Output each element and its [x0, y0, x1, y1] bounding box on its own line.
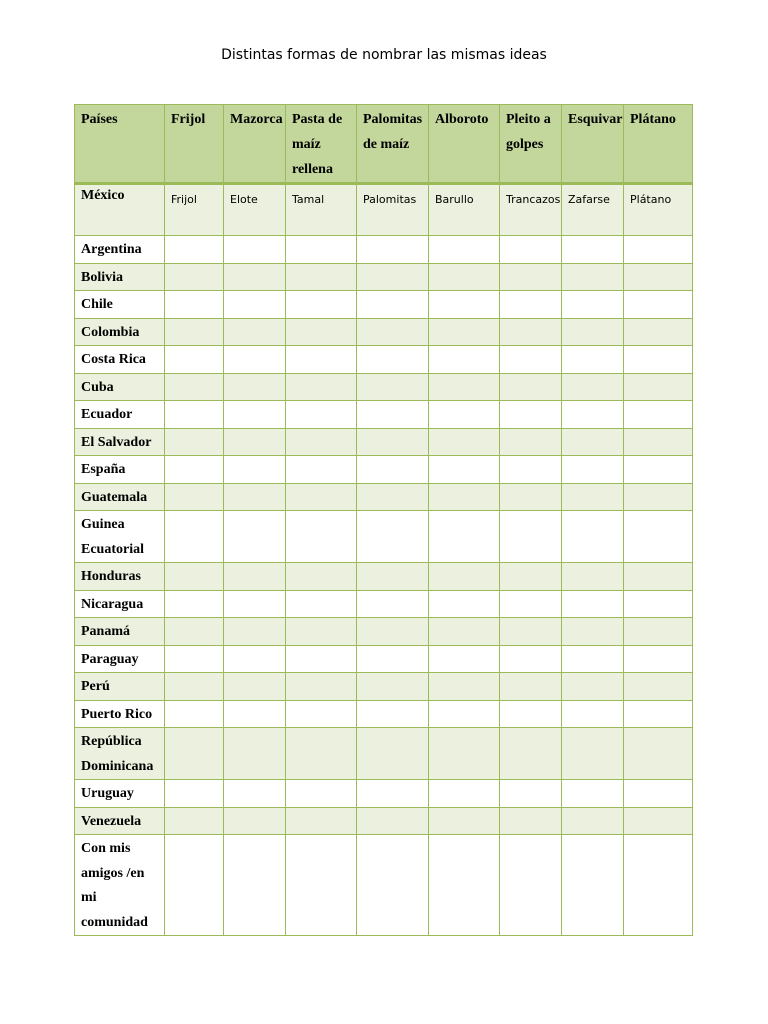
answer-cell[interactable]	[429, 318, 500, 346]
answer-cell[interactable]	[500, 318, 562, 346]
answer-cell[interactable]	[624, 236, 693, 264]
country-cell: Chile	[75, 291, 165, 319]
answer-cell[interactable]	[286, 618, 357, 646]
answer-cell[interactable]	[429, 780, 500, 808]
answer-cell[interactable]	[286, 236, 357, 264]
country-cell: Colombia	[75, 318, 165, 346]
answer-cell[interactable]	[562, 373, 624, 401]
answer-cell: Trancazos	[500, 184, 562, 236]
country-cell: Costa Rica	[75, 346, 165, 374]
answer-cell[interactable]	[624, 807, 693, 835]
answer-cell[interactable]	[624, 645, 693, 673]
answer-cell[interactable]	[224, 401, 286, 429]
answer-cell[interactable]	[224, 456, 286, 484]
answer-cell[interactable]	[357, 728, 429, 780]
answer-cell[interactable]	[562, 401, 624, 429]
answer-cell[interactable]	[624, 401, 693, 429]
answer-cell[interactable]	[429, 618, 500, 646]
answer-cell[interactable]	[562, 263, 624, 291]
answer-cell[interactable]	[224, 728, 286, 780]
answer-cell: Barullo	[429, 184, 500, 236]
table-row	[75, 590, 693, 618]
answer-cell[interactable]	[165, 318, 224, 346]
country-cell: Paraguay	[75, 645, 165, 673]
country-cell: Puerto Rico	[75, 700, 165, 728]
answer-cell: Plátano	[624, 184, 693, 236]
answer-cell[interactable]	[500, 563, 562, 591]
table-row	[75, 645, 693, 673]
header-cell-paises: Países	[75, 105, 165, 184]
answer-cell[interactable]	[624, 835, 693, 936]
answer-cell[interactable]	[500, 291, 562, 319]
answer-cell[interactable]	[224, 590, 286, 618]
country-cell: España	[75, 456, 165, 484]
table-row	[75, 728, 693, 780]
answer-cell[interactable]	[429, 511, 500, 563]
table-row	[75, 263, 693, 291]
answer-cell[interactable]	[165, 700, 224, 728]
answer-cell[interactable]	[562, 780, 624, 808]
table-row	[75, 618, 693, 646]
country-cell: Guatemala	[75, 483, 165, 511]
country-cell: Honduras	[75, 563, 165, 591]
answer-cell[interactable]	[165, 456, 224, 484]
answer-cell[interactable]	[224, 807, 286, 835]
answer-cell[interactable]	[224, 780, 286, 808]
answer-cell[interactable]	[165, 263, 224, 291]
answer-cell[interactable]	[562, 511, 624, 563]
answer-cell[interactable]	[429, 346, 500, 374]
answer-cell[interactable]	[500, 835, 562, 936]
answer-cell: Frijol	[165, 184, 224, 236]
answer-cell[interactable]	[357, 590, 429, 618]
answer-cell[interactable]	[429, 483, 500, 511]
answer-cell[interactable]	[562, 807, 624, 835]
answer-cell[interactable]	[500, 618, 562, 646]
answer-cell[interactable]	[357, 401, 429, 429]
answer-cell[interactable]	[429, 456, 500, 484]
header-cell-palomitas: Palomitas de maíz	[357, 105, 429, 184]
answer-cell[interactable]	[286, 590, 357, 618]
answer-cell[interactable]	[165, 236, 224, 264]
country-cell: Con mis amigos /en mi comunidad	[75, 835, 165, 936]
table-row	[75, 807, 693, 835]
table-row	[75, 373, 693, 401]
country-cell: Cuba	[75, 373, 165, 401]
answer-cell[interactable]	[562, 645, 624, 673]
answer-cell[interactable]	[224, 618, 286, 646]
country-cell: Guinea Ecuatorial	[75, 511, 165, 563]
table-row	[75, 318, 693, 346]
answer-cell[interactable]	[429, 291, 500, 319]
header-cell-pleito: Pleito a golpes	[500, 105, 562, 184]
answer-cell[interactable]	[224, 428, 286, 456]
answer-cell[interactable]	[562, 428, 624, 456]
table-row	[75, 401, 693, 429]
answer-cell[interactable]	[165, 807, 224, 835]
table-row	[75, 700, 693, 728]
answer-cell[interactable]	[429, 673, 500, 701]
answer-cell[interactable]	[624, 483, 693, 511]
answer-cell[interactable]	[429, 428, 500, 456]
answer-cell: Palomitas	[357, 184, 429, 236]
answer-cell[interactable]	[429, 807, 500, 835]
answer-cell[interactable]	[500, 401, 562, 429]
answer-cell[interactable]	[624, 511, 693, 563]
table-row	[75, 780, 693, 808]
answer-cell[interactable]	[224, 346, 286, 374]
answer-cell[interactable]	[624, 728, 693, 780]
answer-cell[interactable]	[357, 511, 429, 563]
answer-cell[interactable]	[500, 373, 562, 401]
answer-cell[interactable]	[357, 645, 429, 673]
answer-cell[interactable]	[500, 728, 562, 780]
answer-cell[interactable]	[562, 346, 624, 374]
answer-cell[interactable]	[500, 483, 562, 511]
answer-cell[interactable]	[286, 673, 357, 701]
answer-cell[interactable]	[224, 673, 286, 701]
answer-cell[interactable]	[562, 835, 624, 936]
header-cell-frijol: Frijol	[165, 105, 224, 184]
answer-cell[interactable]	[286, 728, 357, 780]
country-cell: Ecuador	[75, 401, 165, 429]
answer-cell[interactable]	[429, 590, 500, 618]
country-cell: Panamá	[75, 618, 165, 646]
answer-cell[interactable]	[500, 700, 562, 728]
answer-cell[interactable]	[357, 318, 429, 346]
answer-cell[interactable]	[286, 428, 357, 456]
answer-cell[interactable]	[224, 236, 286, 264]
answer-cell[interactable]	[286, 807, 357, 835]
answer-cell[interactable]	[562, 673, 624, 701]
answer-cell[interactable]	[286, 483, 357, 511]
answer-cell[interactable]	[224, 645, 286, 673]
answer-cell[interactable]	[165, 563, 224, 591]
answer-cell[interactable]	[165, 291, 224, 319]
answer-cell[interactable]	[224, 563, 286, 591]
answer-cell[interactable]	[165, 835, 224, 936]
answer-cell[interactable]	[624, 673, 693, 701]
header-cell-platano: Plátano	[624, 105, 693, 184]
answer-cell[interactable]	[500, 263, 562, 291]
answer-cell[interactable]	[286, 780, 357, 808]
answer-cell[interactable]	[165, 645, 224, 673]
answer-cell[interactable]	[357, 618, 429, 646]
answer-cell[interactable]	[357, 236, 429, 264]
answer-cell: Tamal	[286, 184, 357, 236]
answer-cell[interactable]	[500, 645, 562, 673]
answer-cell[interactable]	[224, 291, 286, 319]
answer-cell[interactable]	[357, 835, 429, 936]
answer-cell[interactable]	[429, 728, 500, 780]
table-row	[75, 346, 693, 374]
table-row	[75, 483, 693, 511]
answer-cell[interactable]	[357, 456, 429, 484]
answer-cell[interactable]	[429, 700, 500, 728]
answer-cell[interactable]	[224, 263, 286, 291]
answer-cell[interactable]	[562, 236, 624, 264]
answer-cell[interactable]	[624, 428, 693, 456]
answer-cell[interactable]	[224, 373, 286, 401]
answer-cell[interactable]	[165, 780, 224, 808]
table-row-mexico	[75, 184, 693, 236]
country-cell: Bolivia	[75, 263, 165, 291]
answer-cell[interactable]	[624, 263, 693, 291]
answer-cell[interactable]	[165, 511, 224, 563]
table-row	[75, 511, 693, 563]
answer-cell[interactable]	[429, 563, 500, 591]
table-row	[75, 835, 693, 936]
answer-cell[interactable]	[286, 373, 357, 401]
answer-cell[interactable]	[429, 263, 500, 291]
answer-cell[interactable]	[286, 456, 357, 484]
answer-cell[interactable]	[500, 511, 562, 563]
answer-cell[interactable]	[224, 700, 286, 728]
answer-cell[interactable]	[165, 618, 224, 646]
answer-cell[interactable]	[357, 807, 429, 835]
answer-cell[interactable]	[500, 590, 562, 618]
answer-cell[interactable]	[624, 700, 693, 728]
header-cell-pasta-de-maiz: Pasta de maíz rellena	[286, 105, 357, 184]
answer-cell[interactable]	[357, 700, 429, 728]
answer-cell[interactable]	[500, 428, 562, 456]
answer-cell[interactable]	[624, 618, 693, 646]
vocabulary-table	[74, 104, 693, 936]
answer-cell[interactable]	[357, 563, 429, 591]
answer-cell[interactable]	[357, 780, 429, 808]
table-row	[75, 236, 693, 264]
answer-cell[interactable]	[429, 236, 500, 264]
answer-cell[interactable]	[286, 263, 357, 291]
header-cell-esquivar: Esquivar	[562, 105, 624, 184]
country-cell: Argentina	[75, 236, 165, 264]
answer-cell[interactable]	[224, 483, 286, 511]
answer-cell: Elote	[224, 184, 286, 236]
answer-cell[interactable]	[624, 563, 693, 591]
answer-cell[interactable]	[500, 236, 562, 264]
answer-cell[interactable]	[165, 483, 224, 511]
answer-cell[interactable]	[224, 318, 286, 346]
answer-cell[interactable]	[500, 780, 562, 808]
answer-cell[interactable]	[165, 373, 224, 401]
answer-cell[interactable]	[286, 700, 357, 728]
answer-cell[interactable]	[357, 291, 429, 319]
answer-cell[interactable]	[562, 483, 624, 511]
answer-cell[interactable]	[624, 318, 693, 346]
answer-cell[interactable]	[286, 401, 357, 429]
answer-cell[interactable]	[357, 673, 429, 701]
answer-cell[interactable]	[624, 780, 693, 808]
country-cell: México	[75, 184, 165, 236]
answer-cell[interactable]	[624, 373, 693, 401]
answer-cell[interactable]	[500, 346, 562, 374]
answer-cell[interactable]	[286, 511, 357, 563]
table-row	[75, 428, 693, 456]
country-cell: Uruguay	[75, 780, 165, 808]
answer-cell[interactable]	[562, 456, 624, 484]
answer-cell[interactable]	[562, 618, 624, 646]
answer-cell[interactable]	[624, 456, 693, 484]
answer-cell[interactable]	[286, 291, 357, 319]
answer-cell[interactable]	[357, 346, 429, 374]
answer-cell[interactable]	[357, 483, 429, 511]
answer-cell[interactable]	[500, 807, 562, 835]
answer-cell[interactable]	[429, 373, 500, 401]
answer-cell[interactable]	[500, 456, 562, 484]
country-cell: Nicaragua	[75, 590, 165, 618]
country-cell: El Salvador	[75, 428, 165, 456]
answer-cell[interactable]	[286, 346, 357, 374]
table-row	[75, 673, 693, 701]
answer-cell[interactable]	[500, 673, 562, 701]
country-cell: Venezuela	[75, 807, 165, 835]
country-cell: República Dominicana	[75, 728, 165, 780]
answer-cell[interactable]	[429, 401, 500, 429]
answer-cell[interactable]	[429, 835, 500, 936]
answer-cell[interactable]	[165, 401, 224, 429]
page-title: Distintas formas de nombrar las mismas ideas	[221, 47, 547, 63]
answer-cell[interactable]	[562, 728, 624, 780]
answer-cell[interactable]	[224, 511, 286, 563]
answer-cell[interactable]	[165, 673, 224, 701]
country-cell: Perú	[75, 673, 165, 701]
header-cell-alboroto: Alboroto	[429, 105, 500, 184]
answer-cell[interactable]	[286, 563, 357, 591]
answer-cell[interactable]	[357, 428, 429, 456]
answer-cell[interactable]	[429, 645, 500, 673]
table-row	[75, 563, 693, 591]
answer-cell[interactable]	[286, 835, 357, 936]
answer-cell[interactable]	[562, 700, 624, 728]
answer-cell[interactable]	[224, 835, 286, 936]
answer-cell[interactable]	[165, 346, 224, 374]
answer-cell[interactable]	[562, 590, 624, 618]
answer-cell[interactable]	[165, 428, 224, 456]
table-row	[75, 456, 693, 484]
answer-cell: Zafarse	[562, 184, 624, 236]
answer-cell[interactable]	[562, 563, 624, 591]
answer-cell[interactable]	[562, 318, 624, 346]
answer-cell[interactable]	[357, 373, 429, 401]
answer-cell[interactable]	[165, 590, 224, 618]
answer-cell[interactable]	[286, 318, 357, 346]
answer-cell[interactable]	[624, 291, 693, 319]
answer-cell[interactable]	[357, 263, 429, 291]
table-header-row	[75, 105, 693, 184]
answer-cell[interactable]	[286, 645, 357, 673]
answer-cell[interactable]	[624, 590, 693, 618]
answer-cell[interactable]	[562, 291, 624, 319]
table-row	[75, 291, 693, 319]
answer-cell[interactable]	[165, 728, 224, 780]
header-cell-mazorca: Mazorca	[224, 105, 286, 184]
answer-cell[interactable]	[624, 346, 693, 374]
